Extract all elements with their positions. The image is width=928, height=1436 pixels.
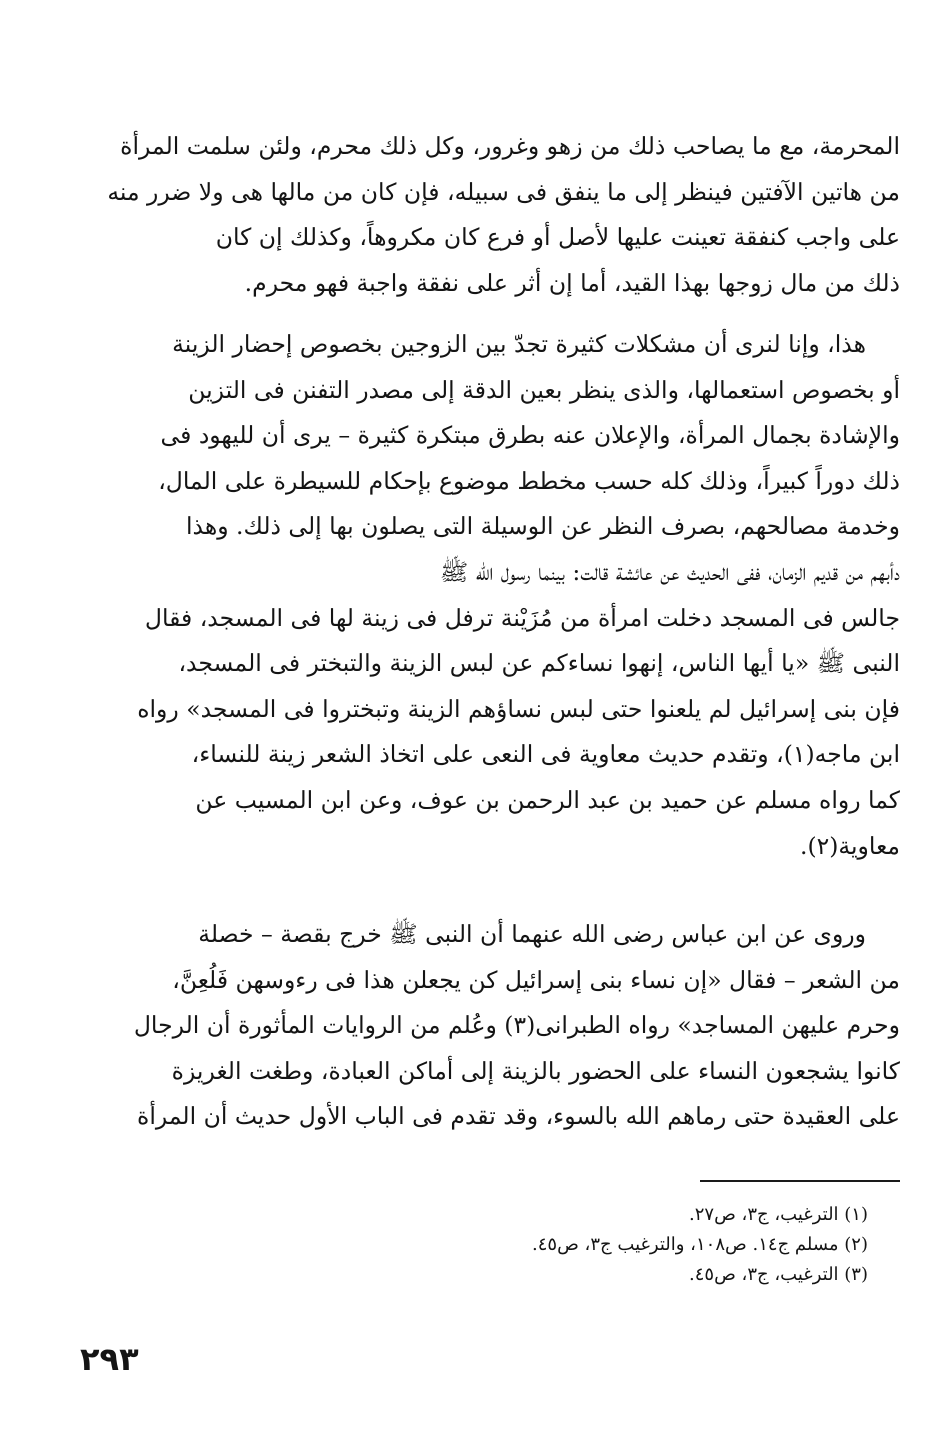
text-line: ذلك دوراً كبيراً، وذلك كله حسب مخطط موضوع بإحكام للسيطرة على المال، xyxy=(158,466,900,495)
text-line: ابن ماجه(١)، وتقدم حديث معاوية فى النعى على اتخاذ الشعر زينة للنساء، xyxy=(191,740,900,769)
text-line: المحرمة، مع ما يصاحب ذلك من زهو وغرور، وكل ذلك محرم، ولئن سلمت المرأة xyxy=(120,132,900,160)
footnote-2: (٢) مسلم ج١٤. ص١٠٨، والترغيب ج٣، ص٤٥. xyxy=(532,1234,868,1255)
text-line: على واجب كنفقة تعينت عليها لأصل أو فرع كان مكروهاً، وكذلك إن كان xyxy=(215,223,900,252)
text-line: فإن بنى إسرائيل لم يلعنوا حتى لبس نساؤهم الزينة وتبختروا فى المسجد» رواه xyxy=(137,694,900,723)
text-line: وروى عن ابن عباس رضى الله عنهما أن النبى ﷺ خرج بقصة – خصلة xyxy=(198,920,866,948)
footnote-divider xyxy=(700,1180,900,1182)
page-number: ٢٩٣ xyxy=(80,1340,139,1378)
text-line: من الشعر – فقال «إن نساء بنى إسرائيل كن يجعلن هذا فى رءوسهن فَلُعِنَّ، xyxy=(172,965,900,994)
text-line: كانوا يشجعون النساء على الحضور بالزينة إلى أماكن العبادة، وطغت الغريزة xyxy=(171,1056,900,1085)
text-line: على العقيدة حتى رماهم الله بالسوء، وقد تقدم فى الباب الأول حديث أن المرأة xyxy=(137,1102,900,1131)
text-line: وخدمة مصالحهم، بصرف النظر عن الوسيلة التى يصلون بها إلى ذلك. وهذا xyxy=(185,512,900,541)
footnote-1: (١) الترغيب، ج٣، ص٢٧. xyxy=(688,1204,868,1225)
text-line: جالس فى المسجد دخلت امرأة من مُزَيْنة ترفل فى زينة لها فى المسجد، فقال xyxy=(144,603,900,632)
text-line: النبى ﷺ «يا أيها الناس، إنهوا نساءكم عن لبس الزينة والتبختر فى المسجد، xyxy=(178,649,900,678)
text-line: هذا، وإنا لنرى أن مشكلات كثيرة تجدّ بين الزوجين بخصوص إحضار الزينة xyxy=(172,330,866,358)
text-line: دأبهم من قديم الزمان، ففى الحديث عن عائشة قالت: بينما رسول الله ﷺ xyxy=(439,557,900,586)
footnotes xyxy=(200,1200,868,1290)
text-line: كما رواه مسلم عن حميد بن عبد الرحمن بن عوف، وعن ابن المسيب عن xyxy=(195,785,900,814)
paragraph-2 xyxy=(78,322,900,869)
text-line: معاوية(٢). xyxy=(799,831,900,860)
paragraph-1 xyxy=(78,124,900,306)
text-line: ذلك من مال زوجها بهذا القيد، أما إن أثر على نفقة واجبة فهو محرم. xyxy=(244,268,900,297)
text-line: والإشادة بجمال المرأة، والإعلان عنه بطرق مبتكرة كثيرة – يرى أن لليهود فى xyxy=(160,421,900,450)
text-line: وحرم عليهن المساجد» رواه الطبرانى(٣) وعُلم من الروايات المأثورة أن الرجال xyxy=(133,1011,900,1040)
text-line: أو بخصوص استعمالها، والذى ينظر بعين الدقة إلى مصدر التفنن فى التزين xyxy=(188,375,900,404)
footnote-3: (٣) الترغيب، ج٣، ص٤٥. xyxy=(688,1264,868,1285)
text-line: من هاتين الآفتين فينظر إلى ما ينفق فى سبيله، فإن كان من مالها هى ولا ضرر منه xyxy=(107,177,900,206)
paragraph-3 xyxy=(78,912,900,1140)
